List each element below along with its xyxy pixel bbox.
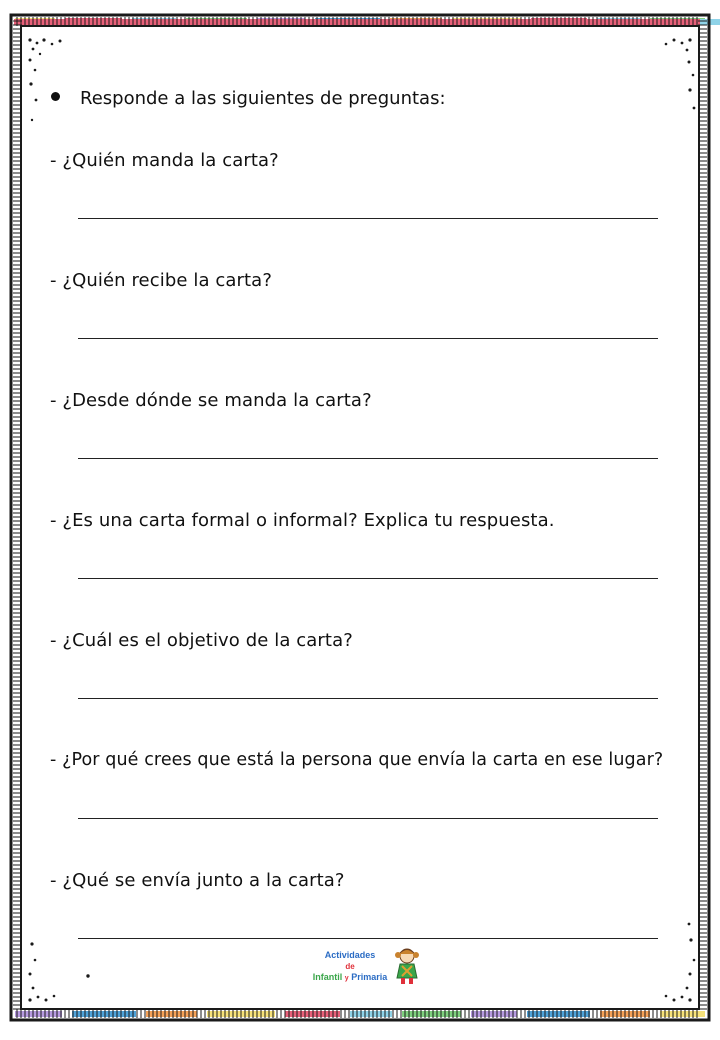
answer-line-3[interactable] <box>78 458 658 459</box>
logo-text-line1: Actividades <box>324 950 376 960</box>
answer-line-5[interactable] <box>78 698 658 699</box>
question-5: - ¿Cuál es el objetivo de la carta? <box>50 630 353 651</box>
answer-line-2[interactable] <box>78 338 658 339</box>
answer-line-4[interactable] <box>78 578 658 579</box>
question-7: - ¿Qué se envía junto a la carta? <box>50 870 345 891</box>
logo-word-primaria: Primaria <box>351 972 388 982</box>
logo-word-infantil: Infantil <box>312 972 343 982</box>
instruction-text: Responde a las siguientes de preguntas: <box>80 88 446 109</box>
question-4: - ¿Es una carta formal o informal? Explica tu respuesta. <box>50 510 555 531</box>
question-3: - ¿Desde dónde se manda la carta? <box>50 390 372 411</box>
answer-line-7[interactable] <box>78 938 658 939</box>
logo-text-line2: de <box>345 962 355 971</box>
question-1: - ¿Quién manda la carta? <box>50 150 279 171</box>
child-mascot-icon <box>392 946 422 986</box>
bullet-dot <box>51 92 60 101</box>
question-6: - ¿Por qué crees que está la persona que envía la carta en ese lugar? <box>50 750 664 770</box>
answer-line-1[interactable] <box>78 218 658 219</box>
question-2: - ¿Quién recibe la carta? <box>50 270 272 291</box>
logo-word-y: y <box>344 975 349 982</box>
brand-logo <box>300 944 430 994</box>
answer-line-6[interactable] <box>78 818 658 819</box>
logo-text-line3 <box>300 972 400 982</box>
